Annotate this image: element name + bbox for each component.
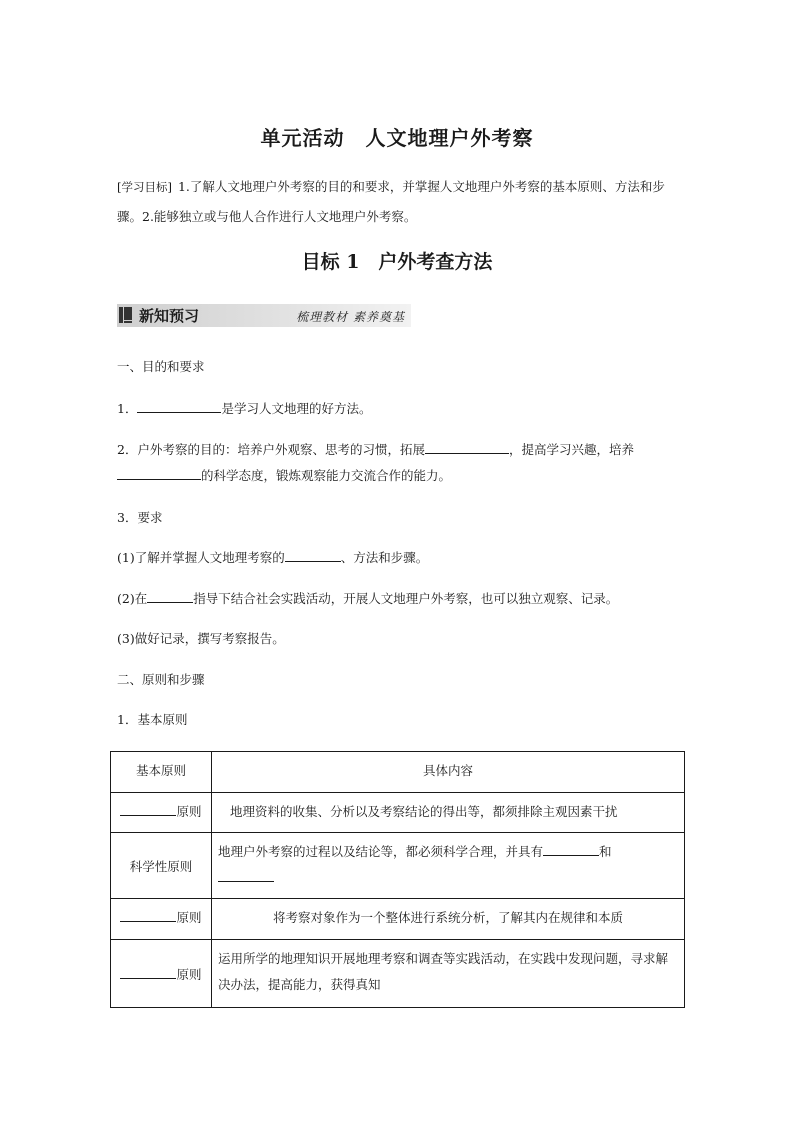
fill-blank[interactable] <box>218 867 274 882</box>
principle-name: 科学性原则 <box>111 833 212 899</box>
principle-name: 原则 <box>111 793 212 833</box>
goals-tag: [学习目标] <box>117 180 172 194</box>
table-row <box>111 793 685 833</box>
heading-principles: 二、原则和步骤 <box>117 672 205 687</box>
table-row <box>111 899 685 940</box>
item-2-text-a: 2．户外考察的目的：培养户外观察、思考的习惯，拓展 <box>117 442 425 457</box>
principle-name: 原则 <box>111 940 212 1008</box>
learning-goals <box>117 172 682 231</box>
req-1-text-b: 、方法和步骤。 <box>340 550 429 565</box>
preview-banner <box>117 304 411 327</box>
item-1-num: 1． <box>117 401 138 416</box>
principle-content: 地理户外考察的过程以及结论等，都必须科学合理，并具有 和 <box>212 833 685 899</box>
page-title: 单元活动 人文地理户外考察 <box>260 126 534 150</box>
req-2-text-a: (2)在 <box>117 591 148 606</box>
item-3: 3．要求 <box>117 510 163 525</box>
item-1-text: 是学习人文地理的好方法。 <box>221 401 372 416</box>
heading-purpose: 一、目的和要求 <box>117 359 205 374</box>
requirement-1 <box>117 545 687 571</box>
fill-blank[interactable] <box>120 964 176 979</box>
goals-text: 1.了解人文地理户外考察的目的和要求，并掌握人文地理户外考察的基本原则、方法和步骤。2.能够独立或与他人合作进行人文地理户外考察。 <box>117 179 665 224</box>
fill-blank[interactable] <box>137 398 221 413</box>
book-icon <box>119 307 132 323</box>
item-2-text-c: 的科学态度，锻炼观察能力交流合作的能力。 <box>201 468 452 483</box>
req-2-text-b: 指导下结合社会实践活动，开展人文地理户外考察，也可以独立观察、记录。 <box>193 591 619 606</box>
principle-content: 地理资料的收集、分析以及考察结论的得出等，都须排除主观因素干扰 <box>212 793 685 833</box>
req-1-text-a: (1)了解并掌握人文地理考察的 <box>117 550 285 565</box>
fill-blank[interactable] <box>147 588 193 603</box>
banner-slogan: 梳理教材 素养奠基 <box>296 310 405 324</box>
fill-blank[interactable] <box>117 465 201 480</box>
fill-blank[interactable] <box>425 439 509 454</box>
table-row <box>111 833 685 899</box>
fill-blank[interactable] <box>120 907 176 922</box>
table-row <box>111 940 685 1008</box>
requirement-3: (3)做好记录，撰写考察报告。 <box>117 631 285 646</box>
fill-blank[interactable] <box>543 841 599 856</box>
principle-content: 运用所学的地理知识开展地理考察和调查等实践活动，在实践中发现问题，寻求解决办法，提高能力，获得真知 <box>212 940 685 1008</box>
table-header-row <box>111 752 685 793</box>
sub-basic-principles: 1．基本原则 <box>117 712 188 727</box>
header-content: 具体内容 <box>212 752 685 793</box>
principle-content: 将考察对象作为一个整体进行系统分析，了解其内在规律和本质 <box>212 899 685 940</box>
item-1 <box>117 396 687 422</box>
principles-table <box>110 751 685 1008</box>
banner-label: 新知预习 <box>139 307 200 325</box>
principle-name: 原则 <box>111 899 212 940</box>
item-2-text-b: ，提高学习兴趣，培养 <box>508 442 634 457</box>
header-principle: 基本原则 <box>111 752 212 793</box>
fill-blank[interactable] <box>285 547 341 562</box>
item-2 <box>117 437 687 489</box>
section-title: 目标 1 户外考查方法 <box>301 251 493 273</box>
requirement-2 <box>117 586 687 612</box>
fill-blank[interactable] <box>120 801 176 816</box>
